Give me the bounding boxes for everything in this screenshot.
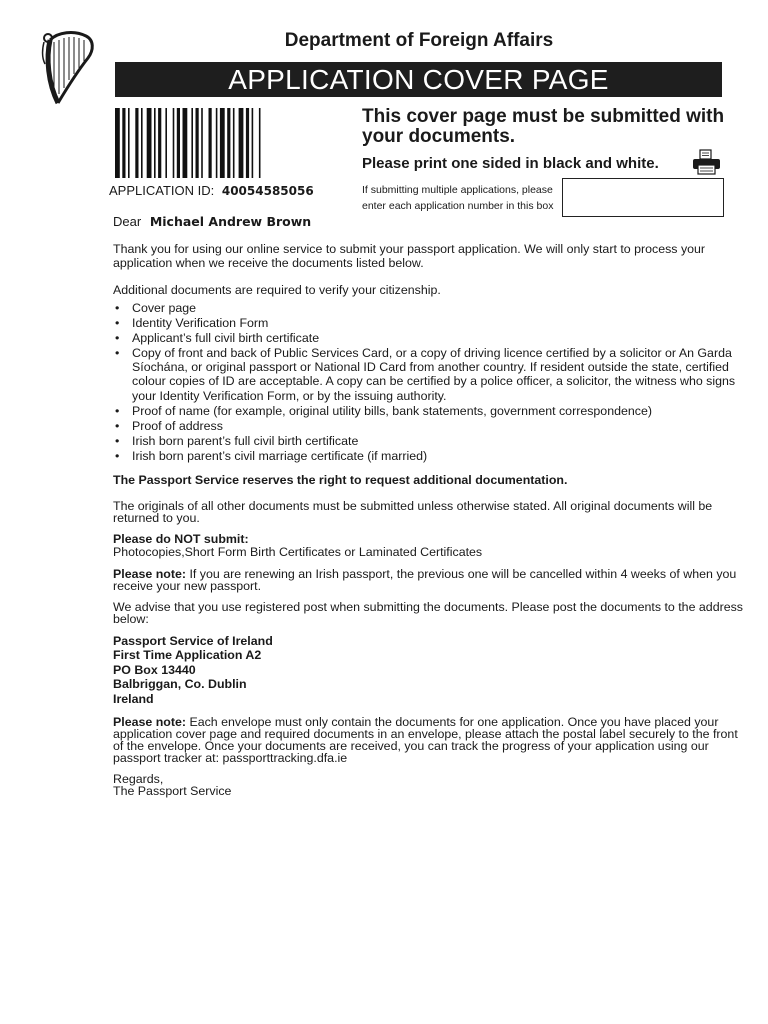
application-barcode <box>115 108 350 178</box>
list-item: • Copy of front and back of Public Services Card, or a copy of driving licence certified by a solicitor or An Garda Síochána, or original passport or National ID Card from another country. If resident outside the state, certified colour copies of ID are acceptable. A copy can be certified by a police officer, a solicitor, the witness who signs your Identity Verification Form, or by the issuing authority. <box>113 346 748 403</box>
letter-body <box>113 242 748 797</box>
do-not-submit-text: Photocopies,Short Form Birth Certificates or Laminated Certificates <box>113 544 483 559</box>
address-line: Passport Service of Ireland <box>113 633 273 648</box>
renewal-note-text: If you are renewing an Irish passport, the previous one will be cancelled within 4 weeks of when you receive your new passport. <box>113 566 737 593</box>
postal-address <box>113 634 748 707</box>
intro-paragraph: Thank you for using our online service to submit your passport application. We will only start to process your application when we receive the documents listed below. <box>113 242 706 270</box>
page-banner-title: APPLICATION COVER PAGE <box>115 62 722 97</box>
envelope-note-text: Each envelope must only contain the documents for one application. Once you have placed your application cover page and required documents in an envelope, please attach the postal label securely to the front of the envelope. Once your documents are received, you can track the progress of your application using our passport tracker at: passporttracking.dfa.ie <box>113 714 738 765</box>
list-item: • Applicant’s full civil birth certificate <box>113 331 748 345</box>
address-line: Balbriggan, Co. Dublin <box>113 677 247 692</box>
list-item: • Proof of name (for example, original utility bills, bank statements, government correspondence) <box>113 404 748 418</box>
reserve-right-paragraph: The Passport Service reserves the right to request additional documentation. <box>113 472 568 487</box>
list-item: • Irish born parent’s civil marriage certificate (if married) <box>113 449 748 463</box>
application-numbers-box[interactable] <box>562 178 724 217</box>
envelope-note <box>113 716 748 764</box>
printer-icon <box>692 149 721 175</box>
renewal-note-label: Please note: <box>113 566 186 581</box>
address-line: First Time Application A2 <box>113 648 262 663</box>
originals-paragraph: The originals of all other documents must be submitted unless otherwise stated. All original documents will be returned to you. <box>113 498 713 525</box>
list-item: • Cover page <box>113 301 748 315</box>
application-id-row <box>109 183 314 198</box>
list-item: • Irish born parent’s full civil birth certificate <box>113 434 748 448</box>
required-documents-list <box>113 301 748 463</box>
list-item: • Proof of address <box>113 419 748 433</box>
additional-documents-paragraph: Additional documents are required to verify your citizenship. <box>113 283 441 297</box>
do-not-submit-heading: Please do NOT submit: <box>113 531 249 546</box>
application-id-label: APPLICATION ID: <box>109 183 215 198</box>
submit-cover-heading: This cover page must be submitted with your documents. <box>362 106 725 147</box>
envelope-note-label: Please note: <box>113 714 186 729</box>
multiple-applications-note: If submitting multiple applications, please enter each application number in this box <box>362 184 554 212</box>
list-item: • Identity Verification Form <box>113 316 748 330</box>
application-id-value: 40054585056 <box>221 184 314 198</box>
salutation-word: Dear <box>113 214 142 229</box>
address-line: PO Box 13440 <box>113 662 196 677</box>
regards: Regards, <box>113 771 164 786</box>
department-title: Department of Foreign Affairs <box>284 30 554 51</box>
address-line: Ireland <box>113 691 154 706</box>
signoff: The Passport Service <box>113 783 232 798</box>
applicant-name: Michael Andrew Brown <box>149 214 312 229</box>
salutation <box>113 214 311 229</box>
renewal-note <box>113 568 748 592</box>
registered-post-paragraph: We advise that you use registered post when submitting the documents. Please post the documents to the address below: <box>113 599 743 626</box>
print-instruction: Please print one sided in black and white. <box>362 155 659 172</box>
